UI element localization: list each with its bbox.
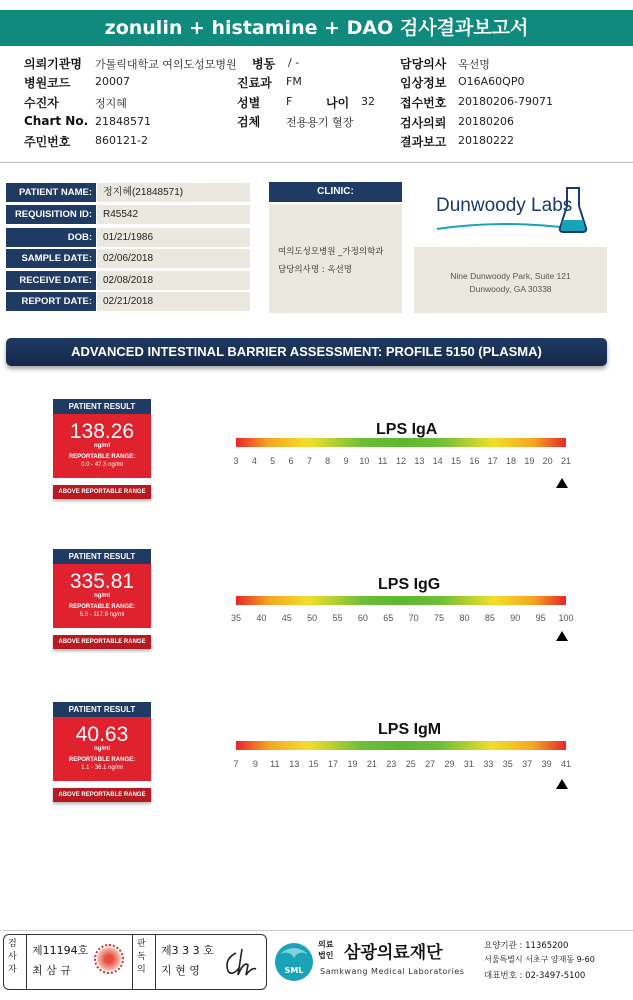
gauge-tick-label: 100: [558, 613, 574, 623]
lab-address-line1: Nine Dunwoody Park, Suite 121: [450, 271, 571, 281]
gauge-tick-label: 17: [487, 456, 498, 466]
result-box: [53, 717, 151, 781]
report-date-label: REPORT DATE:: [6, 292, 96, 311]
divider: [26, 934, 27, 990]
hdr-value: 860121-2: [95, 134, 148, 147]
result-heading: PATIENT RESULT: [53, 702, 151, 717]
org-phone: 대표번호 : 02-3497-5100: [484, 971, 586, 981]
org-english-name: Samkwang Medical Laboratories: [320, 967, 465, 976]
hdr-label: 검체: [237, 115, 261, 129]
hdr-value: 가톨릭대학교 여의도성모병원: [95, 58, 237, 71]
range-flag: ABOVE REPORTABLE RANGE: [53, 635, 151, 649]
hdr-value: F: [286, 95, 293, 108]
requisition-id-label: REQUISITION ID:: [6, 205, 96, 224]
gauge-tick-label: 9: [343, 456, 349, 466]
hdr-label: 접수번호: [400, 96, 447, 110]
clinic-doctor: 담당의사명 : 옥선명: [278, 265, 352, 275]
gauge-tick-label: 29: [444, 759, 455, 769]
hdr-value: 21848571: [95, 115, 151, 128]
reportable-range: 1.1 - 36.1 ng/ml: [81, 765, 123, 771]
result-unit: ng/ml: [94, 443, 110, 449]
hdr-label: 수진자: [24, 96, 59, 110]
result-heading: PATIENT RESULT: [53, 399, 151, 414]
gauge-tick-label: 20: [542, 456, 553, 466]
gauge-title: LPS IgG: [378, 576, 441, 593]
report-title: zonulin + histamine + DAO 검사결과보고서: [0, 10, 633, 46]
header-divider: [0, 162, 633, 163]
gauge-bar: [236, 596, 566, 605]
hdr-value: 20180206-79071: [458, 95, 553, 108]
gauge-tick-label: 15: [450, 456, 461, 466]
report-date-value: 02/21/2018: [97, 292, 250, 311]
gauge-tick-label: 23: [386, 759, 397, 769]
gauge-tick-label: 60: [357, 613, 368, 623]
gauge-tick-label: 35: [230, 613, 241, 623]
hdr-label: 병동: [252, 57, 276, 71]
gauge-tick-label: 9: [252, 759, 258, 769]
clinic-name: 여의도성모병원 _가정의학과: [278, 247, 384, 257]
divider: [155, 934, 156, 990]
gauge-tick-label: 3: [233, 456, 239, 466]
gauge-tick-label: 13: [414, 456, 425, 466]
dob-label: DOB:: [6, 228, 96, 247]
gauge-tick-label: 21: [366, 759, 377, 769]
hdr-label: 검사의뢰: [400, 116, 447, 130]
gauge-tick-label: 85: [484, 613, 495, 623]
gauge-tick-label: 18: [505, 456, 516, 466]
gauge-tick-label: 27: [425, 759, 436, 769]
org-name: 삼광의료재단: [344, 943, 443, 963]
hdr-label: 담당의사: [400, 57, 447, 71]
sml-logo-text: SML: [284, 966, 304, 975]
flask-icon: [558, 186, 588, 234]
patient-name-label: PATIENT NAME:: [6, 183, 96, 202]
receive-date-value: 02/08/2018: [97, 271, 250, 290]
receive-date-label: RECEIVE DATE:: [6, 271, 96, 290]
gauge-tick-label: 41: [560, 759, 571, 769]
dob-value: 01/21/1986: [97, 228, 250, 247]
hdr-value: 20007: [95, 75, 130, 88]
official-seal: [94, 944, 124, 974]
gauge-tick-label: 75: [434, 613, 445, 623]
gauge-tick-label: 12: [395, 456, 406, 466]
lab-address-line2: Dunwoody, GA 30338: [469, 284, 552, 294]
gauge-tick-label: 65: [383, 613, 394, 623]
gauge-tick-label: 13: [289, 759, 300, 769]
gauge-tick-label: 45: [281, 613, 292, 623]
reportable-range-label: REPORTABLE RANGE:: [68, 757, 136, 763]
hdr-label: 의뢰기관명: [24, 57, 82, 71]
gauge-title: LPS IgA: [376, 421, 438, 438]
result-box: [53, 414, 151, 478]
sample-date-value: 02/06/2018: [97, 249, 250, 268]
hdr-value: 정지혜: [95, 97, 127, 110]
gauge-tick-label: 90: [510, 613, 521, 623]
gauge-tick-label: 14: [432, 456, 443, 466]
org-code: 요양기관 : 11365200: [484, 941, 569, 951]
gauge-tick-label: 55: [332, 613, 343, 623]
gauge-tick-label: 11: [270, 759, 280, 769]
gauge-tick-label: 25: [405, 759, 416, 769]
divider: [132, 934, 133, 990]
hdr-label: 나이: [326, 96, 350, 110]
hdr-value: 32: [361, 95, 375, 108]
hdr-label: 병원코드: [24, 76, 71, 90]
range-flag: ABOVE REPORTABLE RANGE: [53, 788, 151, 802]
result-marker: [556, 478, 568, 488]
hdr-label: 임상정보: [400, 76, 447, 90]
org-address: 서울특별시 서초구 양재동 9-60: [484, 955, 595, 964]
inspector-license: 제11194호: [32, 944, 89, 957]
patient-name-value: 정지혜(21848571): [97, 183, 250, 202]
hdr-value: 전용용기 혈장: [286, 116, 354, 129]
gauge-tick-label: 80: [459, 613, 470, 623]
result-unit: ng/ml: [94, 746, 110, 752]
gauge-tick-label: 31: [463, 759, 474, 769]
gauge-tick-label: 17: [328, 759, 339, 769]
gauge-tick-label: 95: [535, 613, 546, 623]
sample-date-label: SAMPLE DATE:: [6, 249, 96, 268]
inspector-name: 최 삼 규: [32, 964, 71, 977]
gauge-tick-label: 70: [408, 613, 419, 623]
hdr-label: 결과보고: [400, 135, 447, 149]
gauge-tick-label: 7: [306, 456, 312, 466]
result-value: 138.26: [69, 420, 135, 443]
gauge-tick-label: 6: [288, 456, 294, 466]
result-box: [53, 564, 151, 628]
gauge-tick-label: 4: [251, 456, 257, 466]
gauge-tick-label: 39: [541, 759, 552, 769]
handwritten-signature: [222, 945, 260, 979]
hdr-value: FM: [286, 75, 302, 88]
gauge-tick-label: 37: [522, 759, 533, 769]
gauge-tick-label: 40: [256, 613, 267, 623]
gauge-tick-label: 16: [469, 456, 480, 466]
gauge-tick-label: 15: [308, 759, 319, 769]
hdr-label: 성별: [237, 96, 261, 110]
hdr-label: 주민번호: [24, 135, 71, 149]
result-marker: [556, 779, 568, 789]
requisition-id-value: R45542: [97, 205, 250, 224]
gauge-tick-label: 19: [347, 759, 358, 769]
gauge-tick-label: 11: [377, 456, 388, 466]
result-value: 40.63: [75, 723, 129, 746]
gauge-title: LPS IgM: [378, 721, 442, 738]
gauge-tick-label: 5: [270, 456, 276, 466]
hdr-value: / -: [288, 56, 300, 69]
gauge-tick-label: 10: [359, 456, 370, 466]
clinic-heading: CLINIC:: [269, 182, 402, 202]
result-unit: ng/ml: [94, 593, 110, 599]
gauge-tick-label: 50: [307, 613, 318, 623]
footer-divider: [0, 930, 633, 931]
gauge-bar: [236, 741, 566, 750]
hdr-value: 20180206: [458, 115, 514, 128]
inspector-role: 검사자: [8, 939, 17, 975]
gauge-tick-label: 21: [560, 456, 571, 466]
gauge-tick-label: 35: [502, 759, 513, 769]
gauge-tick-label: 33: [483, 759, 494, 769]
hdr-label: 진료과: [237, 76, 272, 90]
result-heading: PATIENT RESULT: [53, 549, 151, 564]
reportable-range: 0.0 - 47.3 ng/ml: [81, 462, 123, 468]
result-marker: [556, 631, 568, 641]
gauge-tick-label: 7: [233, 759, 239, 769]
reader-license: 제3 3 3 호: [161, 944, 214, 957]
reader-role: 판독의: [137, 939, 146, 975]
gauge-tick-label: 19: [524, 456, 535, 466]
gauge-bar: [236, 438, 566, 447]
clinic-panel: [269, 204, 402, 313]
lab-logo-text: Dunwoody Labs: [436, 195, 573, 216]
hdr-value: 옥선명: [458, 58, 490, 71]
reportable-range: 5.0 - 117.9 ng/ml: [79, 612, 125, 618]
assessment-banner: ADVANCED INTESTINAL BARRIER ASSESSMENT: PROFILE 5150 (PLASMA): [6, 338, 607, 366]
reader-name: 지 현 영: [161, 964, 200, 977]
gauge-tick-label: 8: [325, 456, 331, 466]
org-prefix: 의료 법인: [318, 940, 334, 960]
hdr-value: O16A60QP0: [458, 75, 525, 88]
result-value: 335.81: [69, 570, 135, 593]
reportable-range-label: REPORTABLE RANGE:: [68, 454, 136, 460]
reportable-range-label: REPORTABLE RANGE:: [68, 604, 136, 610]
hdr-label: Chart No.: [24, 114, 89, 128]
sml-logo-icon: [274, 940, 314, 984]
range-flag: ABOVE REPORTABLE RANGE: [53, 485, 151, 499]
hdr-value: 20180222: [458, 134, 514, 147]
